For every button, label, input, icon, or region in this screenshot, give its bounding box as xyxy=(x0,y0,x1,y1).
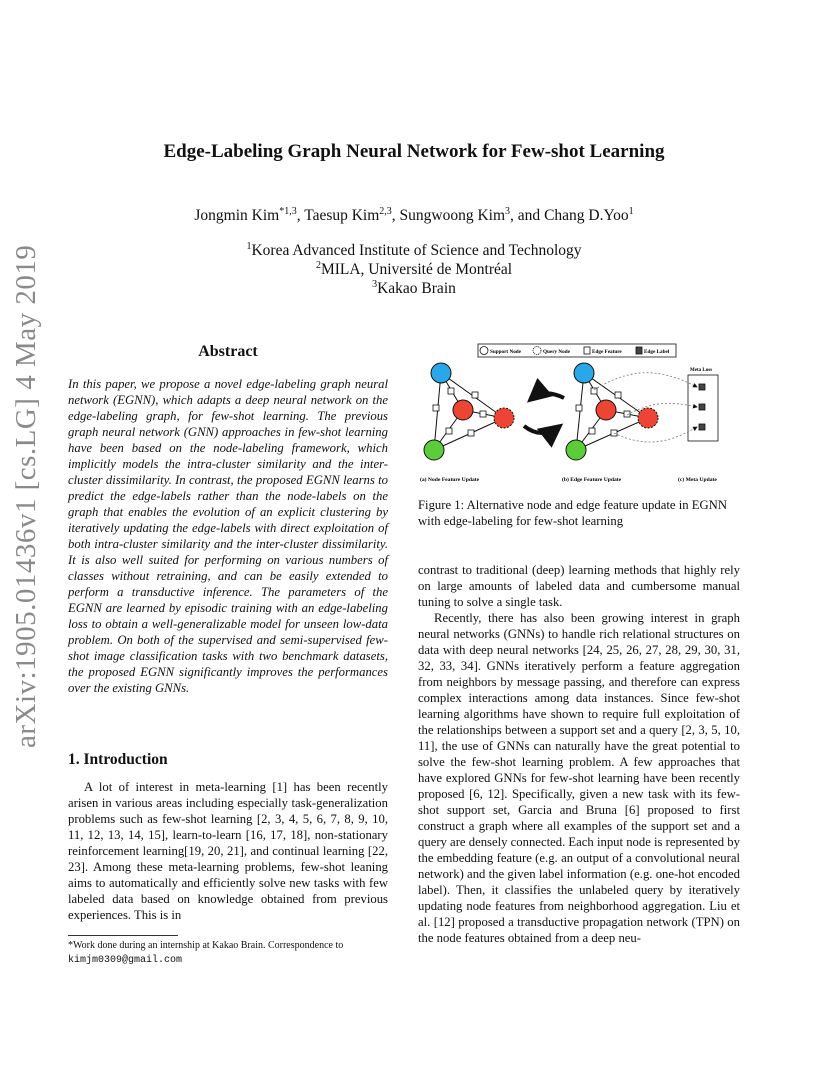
footnote-text: *Work done during an internship at Kakao Brain. Correspondence to xyxy=(68,940,344,951)
affiliation-sup: 1 xyxy=(246,241,252,252)
edge-label-icon xyxy=(699,384,705,390)
introduction-text: A lot of interest in meta-learning [1] has been recently arisen in various areas including especially task-generalization problems such as few-shot learning [2, 3, 4, 5, 6, 7, 8, 9, 10, 11, 12, 13, 14, 15], learn-to-learn [16, 17, 18], non-stationary reinforcement learning[19, 20, 21], and continual learning [22, 23]. Among these meta-learning problems, few-shot leaning aims to automatically and efficiently solve new tasks with few labeled data based on knowledge obtained from previous experiences. This is in xyxy=(68,780,388,922)
abstract-text: In this paper, we propose a novel edge-labeling graph neural network (EGNN), which adapts a deep neural network on the edge-labeling graph, for few-shot learning. The previous graph neural network (GNN) approaches in few-shot learning have been based on the node-labeling framework, which implicitly models the intra-cluster similarity and the inter-cluster dissimilarity. In contrast, the proposed EGNN learns to predict the edge-labels rather than the node-labels on the graph that enables the evolution of an explicit clustering by iteratively updating the edge-labels with direct exploitation of both intra-cluster similarity and the inter-cluster dissimilarity. It is also well suited for performing on various numbers of classes without retraining, and can be easily extended to perform a transductive inference. The parameters of the EGNN are learned by episodic training with an edge-labeling loss to obtain a well-generalizable model for unseen low-data problem. On both of the supervised and semi-supervised few-shot image classification tasks with two benchmark datasets, the proposed EGNN significantly improves the performances over the existing GNNs. xyxy=(68,377,388,695)
author-sup: 3 xyxy=(505,206,511,217)
meta-arrow xyxy=(627,403,697,415)
edge-label-icon xyxy=(636,347,642,354)
update-arrow xyxy=(530,393,564,400)
author-list: Jongmin Kim$^{*1,3}$, Taesup Kim$^{2,3}$, Sungwoong Kim$^3$, and Chang D.Yoo$^1$ xyxy=(194,206,634,225)
edge-label-icon xyxy=(699,404,705,410)
meta-arrow xyxy=(614,427,697,442)
edge-feature-icon xyxy=(584,347,590,354)
figure-1-diagram xyxy=(414,340,740,490)
update-arrow xyxy=(524,426,560,433)
subcaption: (b) Edge Feature Update xyxy=(562,477,622,483)
affiliation-sup: 2 xyxy=(315,260,321,271)
support-node-icon xyxy=(480,347,488,355)
footnote xyxy=(68,939,393,968)
meta-arrow xyxy=(594,373,697,390)
paper-title: Edge-Labeling Graph Neural Network for Few-shot Learning xyxy=(163,141,665,162)
legend-label: Edge Feature xyxy=(592,349,622,355)
author-name: Sungwoong Kim xyxy=(399,207,506,225)
paragraph: contrast to traditional (deep) learning methods that highly rely on large amounts of labeled data and cumbersome manual tuning to solve a single task. xyxy=(418,563,740,609)
footnote-divider xyxy=(68,935,178,936)
affiliation-name: Kakao Brain xyxy=(377,280,456,298)
author-name: Taesup Kim xyxy=(304,207,380,225)
author-sup: 1 xyxy=(628,206,634,217)
subcaption: (a) Node Feature Update xyxy=(420,477,480,483)
author-name: Chang D.Yoo xyxy=(544,207,629,225)
affiliation-name: Korea Advanced Institute of Science and Technology xyxy=(251,242,582,260)
affiliation xyxy=(0,279,828,298)
graph-node-update xyxy=(424,363,514,460)
arxiv-identifier: arXiv:1905.01436v1 [cs.LG] 4 May 2019 xyxy=(10,244,42,748)
abstract-heading: Abstract xyxy=(198,343,258,360)
author-sup: 2,3 xyxy=(379,206,392,217)
legend-label: Edge Label xyxy=(644,349,670,355)
affiliation-sup: 3 xyxy=(372,279,378,290)
edge-label-icon xyxy=(699,424,705,430)
paragraph: Recently, there has also been growing interest in graph neural networks (GNNs) to handle rich relational structures on data with deep neural networks [24, 25, 26, 27, 28, 29, 30, 31, 32, 33, 34]. GNNs iteratively perform a feature aggregation from neighbors by message passing, and therefore can express complex interactions among data instances. Since few-shot learning algorithms have shown to require full exploitation of the relationships between a support set and a query [2, 3, 5, 10, 11], the use of GNNs can naturally have the great potential to solve the few-shot learning problem. A few approaches that have explored GNNs for few-shot learning have been recently proposed [6, 12]. Specifically, given a new task with its few-shot support set, Garcia and Bruna [6] proposed to first construct a graph where all examples of the support set and a query are densely connected. Each input node is represented by the embedding feature (e.g. an output of a convolutional neural network) and the given label information (e.g. one-hot encoded label). Then, it classifies the unlabeled query by iteratively updating node features from neighborhood aggregation. Liu et al. [12] proposed a transductive propagation network (TPN) on the node features obtained from a deep neu- xyxy=(418,611,740,945)
meta-loss-label: Meta Loss xyxy=(690,368,713,373)
affiliation xyxy=(0,260,828,279)
author-name: Jongmin Kim xyxy=(194,207,280,225)
figure-caption: Figure 1: Alternative node and edge feature update in EGNN with edge-labeling for few-shot learning xyxy=(418,498,727,528)
right-column-text xyxy=(418,562,740,946)
subcaption: (c) Meta Update xyxy=(678,477,717,483)
author-sup: *1,3 xyxy=(279,206,297,217)
footnote-email[interactable]: kimjm0309@gmail.com xyxy=(68,955,183,966)
section-heading: 1. Introduction xyxy=(68,751,168,768)
affiliation xyxy=(0,241,828,260)
query-node-icon xyxy=(533,347,541,355)
legend-label: Query Node xyxy=(543,349,570,355)
affiliation-name: MILA, Université de Montréal xyxy=(320,261,513,279)
graph-edge-update xyxy=(566,363,658,460)
legend-label: Support Node xyxy=(490,349,521,355)
